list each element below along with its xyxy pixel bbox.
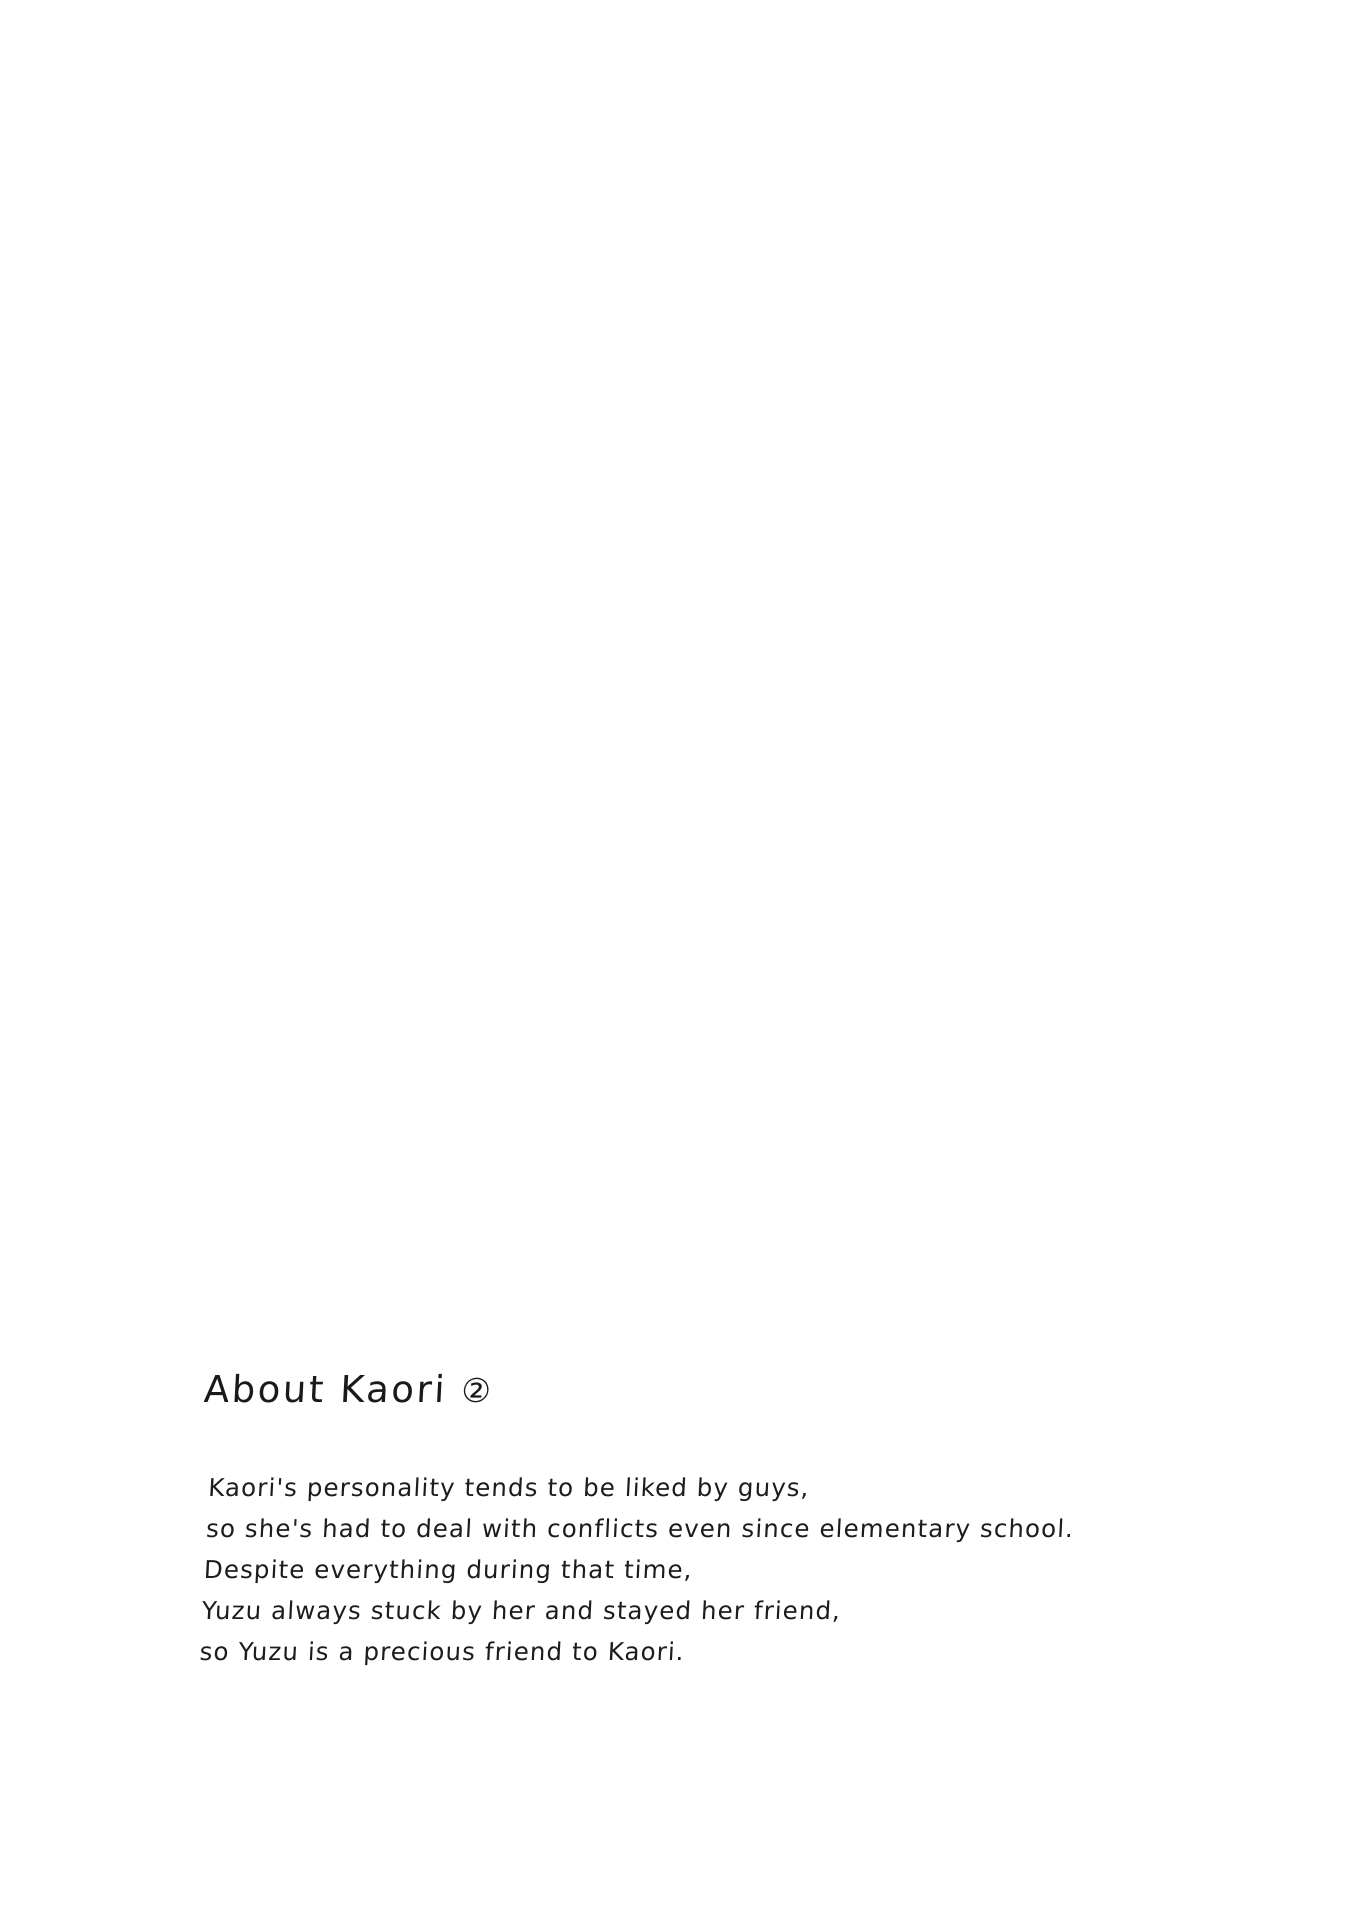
note-body-line: Kaori's personality tends to be liked by guys, bbox=[207, 1473, 811, 1502]
note-heading-marker: ② bbox=[460, 1371, 492, 1410]
note-body bbox=[199, 1467, 1210, 1672]
note-body-line: Yuzu always stuck by her and stayed her friend, bbox=[201, 1596, 842, 1625]
note-heading bbox=[203, 1368, 1205, 1411]
note-body-line: so she's had to deal with conflicts even since elementary school. bbox=[205, 1514, 1075, 1543]
note-heading-text: About Kaori bbox=[202, 1368, 463, 1411]
note-body-line: so Yuzu is a precious friend to Kaori. bbox=[198, 1637, 686, 1666]
note-body-line: Despite everything during that time, bbox=[203, 1555, 694, 1584]
author-note-block bbox=[198, 1368, 1204, 1672]
